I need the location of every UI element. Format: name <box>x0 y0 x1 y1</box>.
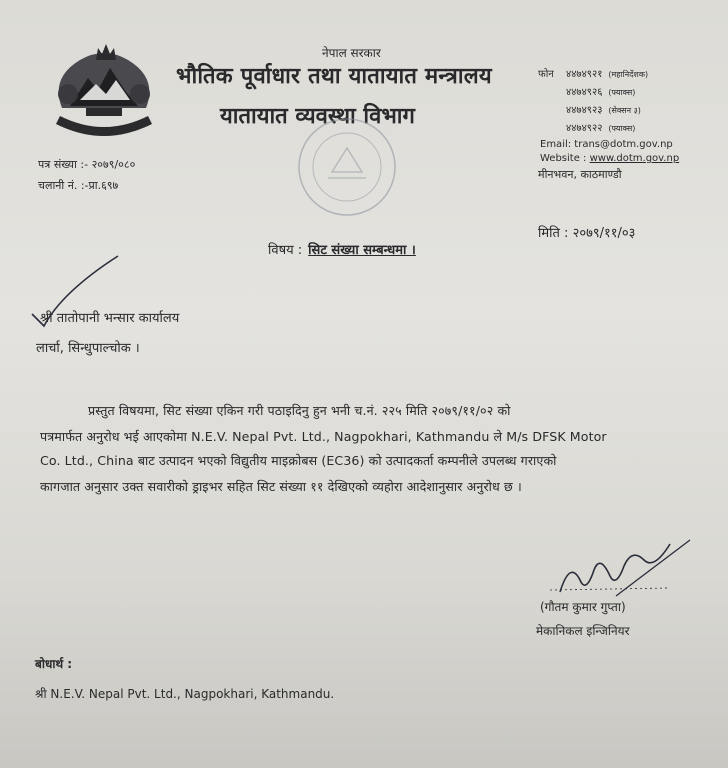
recipient-location: लार्चा, सिन्धुपाल्चोक । <box>36 341 140 356</box>
recipient-office: श्री तातोपानी भन्सार कार्यालय <box>40 311 180 326</box>
body-line: कागजात अनुसार उक्त सवारीको ड्राइभर सहित सिट संख्या ११ देखिएको व्यहोरा आदेशानुसार अनुरोध छ । <box>40 479 522 494</box>
phone-line: ४४७४९२६ (फ्याक्स) <box>566 87 636 98</box>
contact-email: Email: trans@dotm.gov.np <box>540 139 673 150</box>
signatory-name: (गौतम कुमार गुप्ता) <box>540 600 626 614</box>
cc-label: बोधार्थ : <box>35 657 73 671</box>
phone-line: ४४७४९२३ (सेक्सन ३) <box>566 105 641 116</box>
handwritten-signature-icon <box>520 530 700 630</box>
ministry-title: भौतिक पूर्वाधार तथा यातायात मन्त्रालय <box>176 64 492 89</box>
contact-website: Website : www.dotm.gov.np <box>540 153 680 164</box>
letter-number: पत्र संख्या :- २०७९/०८० <box>38 158 136 171</box>
phone-line: ४४७४९२१ (महानिर्देशक) <box>566 69 649 80</box>
website-link[interactable]: www.dotm.gov.np <box>589 153 680 164</box>
letter-date: मिति : २०७९/११/०३ <box>538 226 636 241</box>
office-seal-icon <box>292 112 402 222</box>
subject-line: विषय : सिट संख्या सम्बन्धमा । <box>268 243 416 258</box>
phone-label: फोन <box>538 69 554 80</box>
body-line: पत्रमार्फत अनुरोध भई आएकोमा N.E.V. Nepal Pvt. Ltd., Nagpokhari, Kathmandu ले M/s DFSK Motor <box>40 429 607 444</box>
body-line: Co. Ltd., China बाट उत्पादन भएको विद्युतीय माइक्रोबस (EC36) को उत्पादकर्ता कम्पनीले उपलब्ध गराएको <box>40 453 557 468</box>
government-name: नेपाल सरकार <box>322 46 381 60</box>
dispatch-number: चलानी नं. :-प्रा.६९७ <box>38 179 119 192</box>
office-address: मीनभवन, काठमाण्डौ <box>538 168 622 181</box>
cc-recipient: श्री N.E.V. Nepal Pvt. Ltd., Nagpokhari, Kathmandu. <box>35 687 335 701</box>
body-line: प्रस्तुत विषयमा, सिट संख्या एकिन गरी पठाइदिनु हुन भनी च.नं. २२५ मिति २०७९/११/०२ को <box>88 403 511 418</box>
nepal-emblem-icon <box>40 38 168 143</box>
department-title: यातायात व्यवस्था विभाग <box>220 104 415 129</box>
signatory-designation: मेकानिकल इन्जिनियर <box>536 624 630 638</box>
phone-line: ४४७४९२२ (फ्याक्स) <box>566 123 636 134</box>
